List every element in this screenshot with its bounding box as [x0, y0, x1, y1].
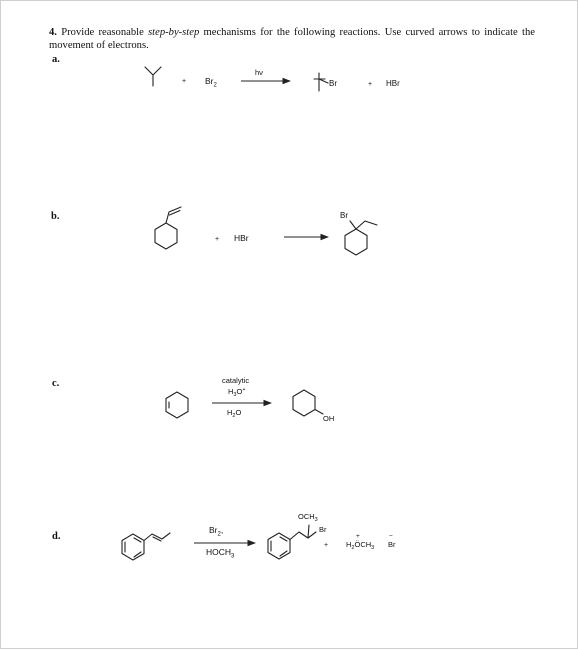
- part-a-label: a.: [52, 54, 60, 65]
- part-d-reactant-allylbenzene: [122, 533, 170, 560]
- part-d-byproduct-bromide: Br: [388, 540, 396, 549]
- part-a-byproduct-hbr: HBr: [386, 79, 400, 88]
- part-d-product-br: Br: [319, 525, 327, 534]
- part-b-label: b.: [51, 211, 60, 222]
- part-d-product-och-subscript: 3: [314, 517, 318, 523]
- part-d-byproduct-h-subscript: 2: [351, 545, 355, 551]
- question-emphasis: step-by-step: [148, 27, 200, 38]
- part-b-plus: +: [215, 236, 220, 243]
- part-b-product-br: Br: [340, 211, 348, 220]
- part-d-product-och3: [298, 512, 318, 523]
- part-d-solvent: [206, 547, 235, 560]
- part-a-reagent-subscript: 2: [213, 82, 217, 89]
- part-a-reagent-br: Br: [205, 76, 214, 86]
- part-c-catalyst-charge: +: [242, 387, 246, 393]
- part-d-product-bromoether: [268, 525, 316, 559]
- part-d-byproduct-h: H: [346, 540, 352, 549]
- part-c-condition-catalytic: catalytic: [222, 376, 250, 385]
- part-d-plus: +: [324, 542, 329, 549]
- part-a-plus: +: [182, 78, 187, 85]
- part-d-byproduct-oxonium: [346, 540, 374, 551]
- part-a-reagent: [205, 76, 218, 89]
- part-d-reagent-br: Br: [209, 525, 218, 535]
- part-c-catalyst: [228, 387, 246, 398]
- question-text-part-1: Provide reasonable: [56, 27, 149, 38]
- question-text-part-2: mechanisms for the following reactions. Use curved arrows to indicate the movement of electrons.: [49, 27, 535, 51]
- question-number: 4.: [49, 27, 57, 38]
- part-d-byproduct-och: ÖCH: [354, 540, 372, 549]
- part-b-reagent-hbr: HBr: [234, 233, 249, 243]
- part-a-product-tbutyl-bromide: [314, 73, 328, 91]
- part-a-product-br: Br: [329, 79, 337, 88]
- part-a-reactant-isobutane: [145, 67, 161, 86]
- part-d-reagent-subscript: 2: [217, 531, 221, 538]
- part-c-catalyst-subscript: 3: [233, 392, 237, 398]
- part-d-product-och: OCH: [298, 512, 315, 521]
- part-a-condition: hν: [255, 68, 263, 77]
- part-c-product-cyclohexanol: [293, 390, 323, 416]
- part-c-label: c.: [52, 378, 60, 389]
- part-c-solvent-h: H: [227, 408, 233, 417]
- part-b-product-bromoethylcyclohexane: [345, 221, 377, 255]
- part-c-catalyst-h: H: [228, 387, 234, 396]
- part-d-byproduct-och-subscript: 3: [371, 545, 375, 551]
- reaction-schemes: [1, 1, 578, 650]
- part-c-catalyst-o: O: [236, 387, 243, 396]
- part-d-reagent-comma: ,: [220, 525, 224, 535]
- part-c-product-oh: OH: [323, 414, 335, 423]
- part-c-reactant-cyclohexene: [166, 392, 188, 418]
- part-d-solvent-hoch: HOCH: [206, 547, 232, 557]
- part-c-solvent-o: O: [235, 408, 242, 417]
- part-c-solvent: [227, 408, 241, 419]
- part-d-solvent-subscript: 3: [231, 553, 235, 560]
- part-c-solvent-subscript: 2: [232, 413, 236, 419]
- part-a-plus-2: +: [368, 81, 373, 88]
- part-d-oxonium-charge: +: [356, 533, 360, 540]
- part-d-bromide-charge: −: [389, 533, 393, 540]
- part-b-reactant-vinylcyclohexane: [155, 207, 181, 249]
- part-d-label: d.: [52, 531, 61, 542]
- part-d-reagent: [209, 525, 223, 538]
